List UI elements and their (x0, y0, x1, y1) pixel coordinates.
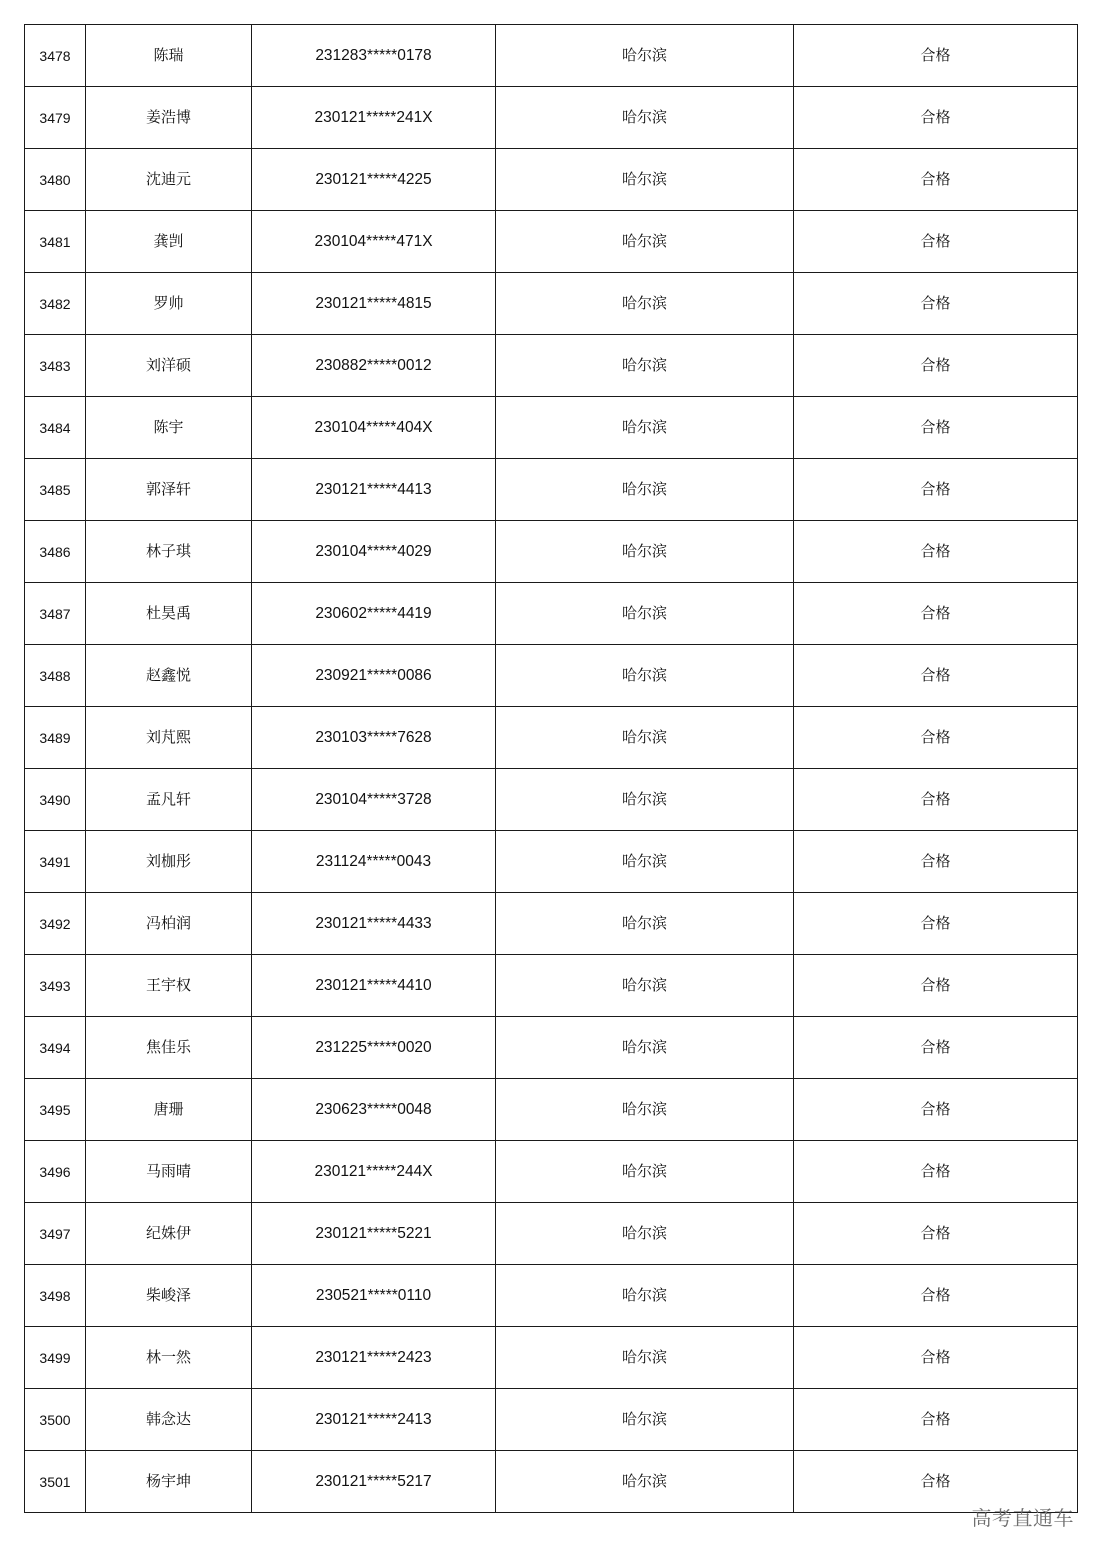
city-cell: 哈尔滨 (496, 459, 794, 521)
row-number-cell: 3497 (25, 1203, 86, 1265)
city-cell: 哈尔滨 (496, 645, 794, 707)
table-row (25, 893, 1078, 955)
id-number-cell: 230104*****4029 (252, 521, 496, 583)
city-cell: 哈尔滨 (496, 1265, 794, 1327)
row-number-cell: 3501 (25, 1451, 86, 1513)
name-cell: 林子琪 (86, 521, 252, 583)
city-cell: 哈尔滨 (496, 893, 794, 955)
city-cell: 哈尔滨 (496, 769, 794, 831)
name-cell: 陈瑞 (86, 25, 252, 87)
city-cell: 哈尔滨 (496, 583, 794, 645)
row-number-cell: 3478 (25, 25, 86, 87)
name-cell: 焦佳乐 (86, 1017, 252, 1079)
name-cell: 龚剀 (86, 211, 252, 273)
name-cell: 杜昊禹 (86, 583, 252, 645)
results-table-body (25, 25, 1078, 1513)
result-cell: 合格 (794, 211, 1078, 273)
name-cell: 郭泽轩 (86, 459, 252, 521)
name-cell: 孟凡轩 (86, 769, 252, 831)
city-cell: 哈尔滨 (496, 1203, 794, 1265)
row-number-cell: 3490 (25, 769, 86, 831)
name-cell: 陈宇 (86, 397, 252, 459)
result-cell: 合格 (794, 87, 1078, 149)
result-cell: 合格 (794, 769, 1078, 831)
result-cell: 合格 (794, 459, 1078, 521)
id-number-cell: 230121*****2413 (252, 1389, 496, 1451)
name-cell: 沈迪元 (86, 149, 252, 211)
id-number-cell: 230921*****0086 (252, 645, 496, 707)
name-cell: 韩念达 (86, 1389, 252, 1451)
row-number-cell: 3491 (25, 831, 86, 893)
result-cell: 合格 (794, 1327, 1078, 1389)
name-cell: 唐珊 (86, 1079, 252, 1141)
city-cell: 哈尔滨 (496, 707, 794, 769)
id-number-cell: 230121*****5221 (252, 1203, 496, 1265)
id-number-cell: 230121*****4433 (252, 893, 496, 955)
row-number-cell: 3492 (25, 893, 86, 955)
city-cell: 哈尔滨 (496, 25, 794, 87)
city-cell: 哈尔滨 (496, 397, 794, 459)
id-number-cell: 231283*****0178 (252, 25, 496, 87)
row-number-cell: 3481 (25, 211, 86, 273)
city-cell: 哈尔滨 (496, 1017, 794, 1079)
name-cell: 柴峻泽 (86, 1265, 252, 1327)
table-row (25, 1141, 1078, 1203)
name-cell: 林一然 (86, 1327, 252, 1389)
id-number-cell: 230602*****4419 (252, 583, 496, 645)
watermark-text: 高考直通车 (971, 1506, 1074, 1530)
table-row (25, 521, 1078, 583)
name-cell: 杨宇坤 (86, 1451, 252, 1513)
id-number-cell: 230121*****2423 (252, 1327, 496, 1389)
city-cell: 哈尔滨 (496, 1451, 794, 1513)
id-number-cell: 230104*****471X (252, 211, 496, 273)
id-number-cell: 230121*****5217 (252, 1451, 496, 1513)
id-number-cell: 230121*****244X (252, 1141, 496, 1203)
row-number-cell: 3500 (25, 1389, 86, 1451)
result-cell: 合格 (794, 893, 1078, 955)
table-row (25, 1079, 1078, 1141)
row-number-cell: 3494 (25, 1017, 86, 1079)
result-cell: 合格 (794, 1017, 1078, 1079)
result-cell: 合格 (794, 831, 1078, 893)
table-row (25, 831, 1078, 893)
result-cell: 合格 (794, 583, 1078, 645)
city-cell: 哈尔滨 (496, 87, 794, 149)
results-table (24, 24, 1078, 1513)
result-cell: 合格 (794, 1451, 1078, 1513)
table-row (25, 1451, 1078, 1513)
row-number-cell: 3487 (25, 583, 86, 645)
table-row (25, 87, 1078, 149)
result-cell: 合格 (794, 1203, 1078, 1265)
row-number-cell: 3489 (25, 707, 86, 769)
result-cell: 合格 (794, 335, 1078, 397)
table-row (25, 273, 1078, 335)
city-cell: 哈尔滨 (496, 211, 794, 273)
id-number-cell: 230104*****404X (252, 397, 496, 459)
city-cell: 哈尔滨 (496, 1079, 794, 1141)
name-cell: 赵鑫悦 (86, 645, 252, 707)
row-number-cell: 3484 (25, 397, 86, 459)
table-row (25, 1203, 1078, 1265)
result-cell: 合格 (794, 397, 1078, 459)
row-number-cell: 3498 (25, 1265, 86, 1327)
row-number-cell: 3482 (25, 273, 86, 335)
result-cell: 合格 (794, 1389, 1078, 1451)
table-row (25, 1389, 1078, 1451)
table-row (25, 149, 1078, 211)
result-cell: 合格 (794, 645, 1078, 707)
city-cell: 哈尔滨 (496, 521, 794, 583)
row-number-cell: 3495 (25, 1079, 86, 1141)
id-number-cell: 230882*****0012 (252, 335, 496, 397)
result-cell: 合格 (794, 273, 1078, 335)
table-row (25, 1327, 1078, 1389)
id-number-cell: 230121*****4410 (252, 955, 496, 1017)
name-cell: 刘芃熙 (86, 707, 252, 769)
city-cell: 哈尔滨 (496, 335, 794, 397)
name-cell: 刘枷彤 (86, 831, 252, 893)
city-cell: 哈尔滨 (496, 1327, 794, 1389)
city-cell: 哈尔滨 (496, 955, 794, 1017)
table-row (25, 211, 1078, 273)
result-cell: 合格 (794, 25, 1078, 87)
row-number-cell: 3480 (25, 149, 86, 211)
row-number-cell: 3485 (25, 459, 86, 521)
result-cell: 合格 (794, 1265, 1078, 1327)
city-cell: 哈尔滨 (496, 831, 794, 893)
table-row (25, 645, 1078, 707)
table-row (25, 769, 1078, 831)
result-cell: 合格 (794, 1141, 1078, 1203)
row-number-cell: 3488 (25, 645, 86, 707)
result-cell: 合格 (794, 521, 1078, 583)
row-number-cell: 3486 (25, 521, 86, 583)
name-cell: 纪姝伊 (86, 1203, 252, 1265)
city-cell: 哈尔滨 (496, 1389, 794, 1451)
id-number-cell: 230121*****4815 (252, 273, 496, 335)
row-number-cell: 3499 (25, 1327, 86, 1389)
table-row (25, 459, 1078, 521)
id-number-cell: 231225*****0020 (252, 1017, 496, 1079)
table-row (25, 583, 1078, 645)
table-row (25, 1017, 1078, 1079)
row-number-cell: 3496 (25, 1141, 86, 1203)
row-number-cell: 3479 (25, 87, 86, 149)
city-cell: 哈尔滨 (496, 149, 794, 211)
table-row (25, 955, 1078, 1017)
id-number-cell: 230104*****3728 (252, 769, 496, 831)
city-cell: 哈尔滨 (496, 1141, 794, 1203)
id-number-cell: 231124*****0043 (252, 831, 496, 893)
result-cell: 合格 (794, 955, 1078, 1017)
id-number-cell: 230121*****4225 (252, 149, 496, 211)
name-cell: 冯柏润 (86, 893, 252, 955)
result-cell: 合格 (794, 707, 1078, 769)
city-cell: 哈尔滨 (496, 273, 794, 335)
row-number-cell: 3483 (25, 335, 86, 397)
id-number-cell: 230121*****241X (252, 87, 496, 149)
name-cell: 刘洋硕 (86, 335, 252, 397)
name-cell: 姜浩博 (86, 87, 252, 149)
id-number-cell: 230623*****0048 (252, 1079, 496, 1141)
row-number-cell: 3493 (25, 955, 86, 1017)
table-row (25, 1265, 1078, 1327)
id-number-cell: 230521*****0110 (252, 1265, 496, 1327)
table-row (25, 707, 1078, 769)
id-number-cell: 230103*****7628 (252, 707, 496, 769)
name-cell: 马雨晴 (86, 1141, 252, 1203)
table-row (25, 335, 1078, 397)
table-row (25, 397, 1078, 459)
name-cell: 罗帅 (86, 273, 252, 335)
table-row (25, 25, 1078, 87)
result-cell: 合格 (794, 1079, 1078, 1141)
result-cell: 合格 (794, 149, 1078, 211)
id-number-cell: 230121*****4413 (252, 459, 496, 521)
name-cell: 王宇权 (86, 955, 252, 1017)
